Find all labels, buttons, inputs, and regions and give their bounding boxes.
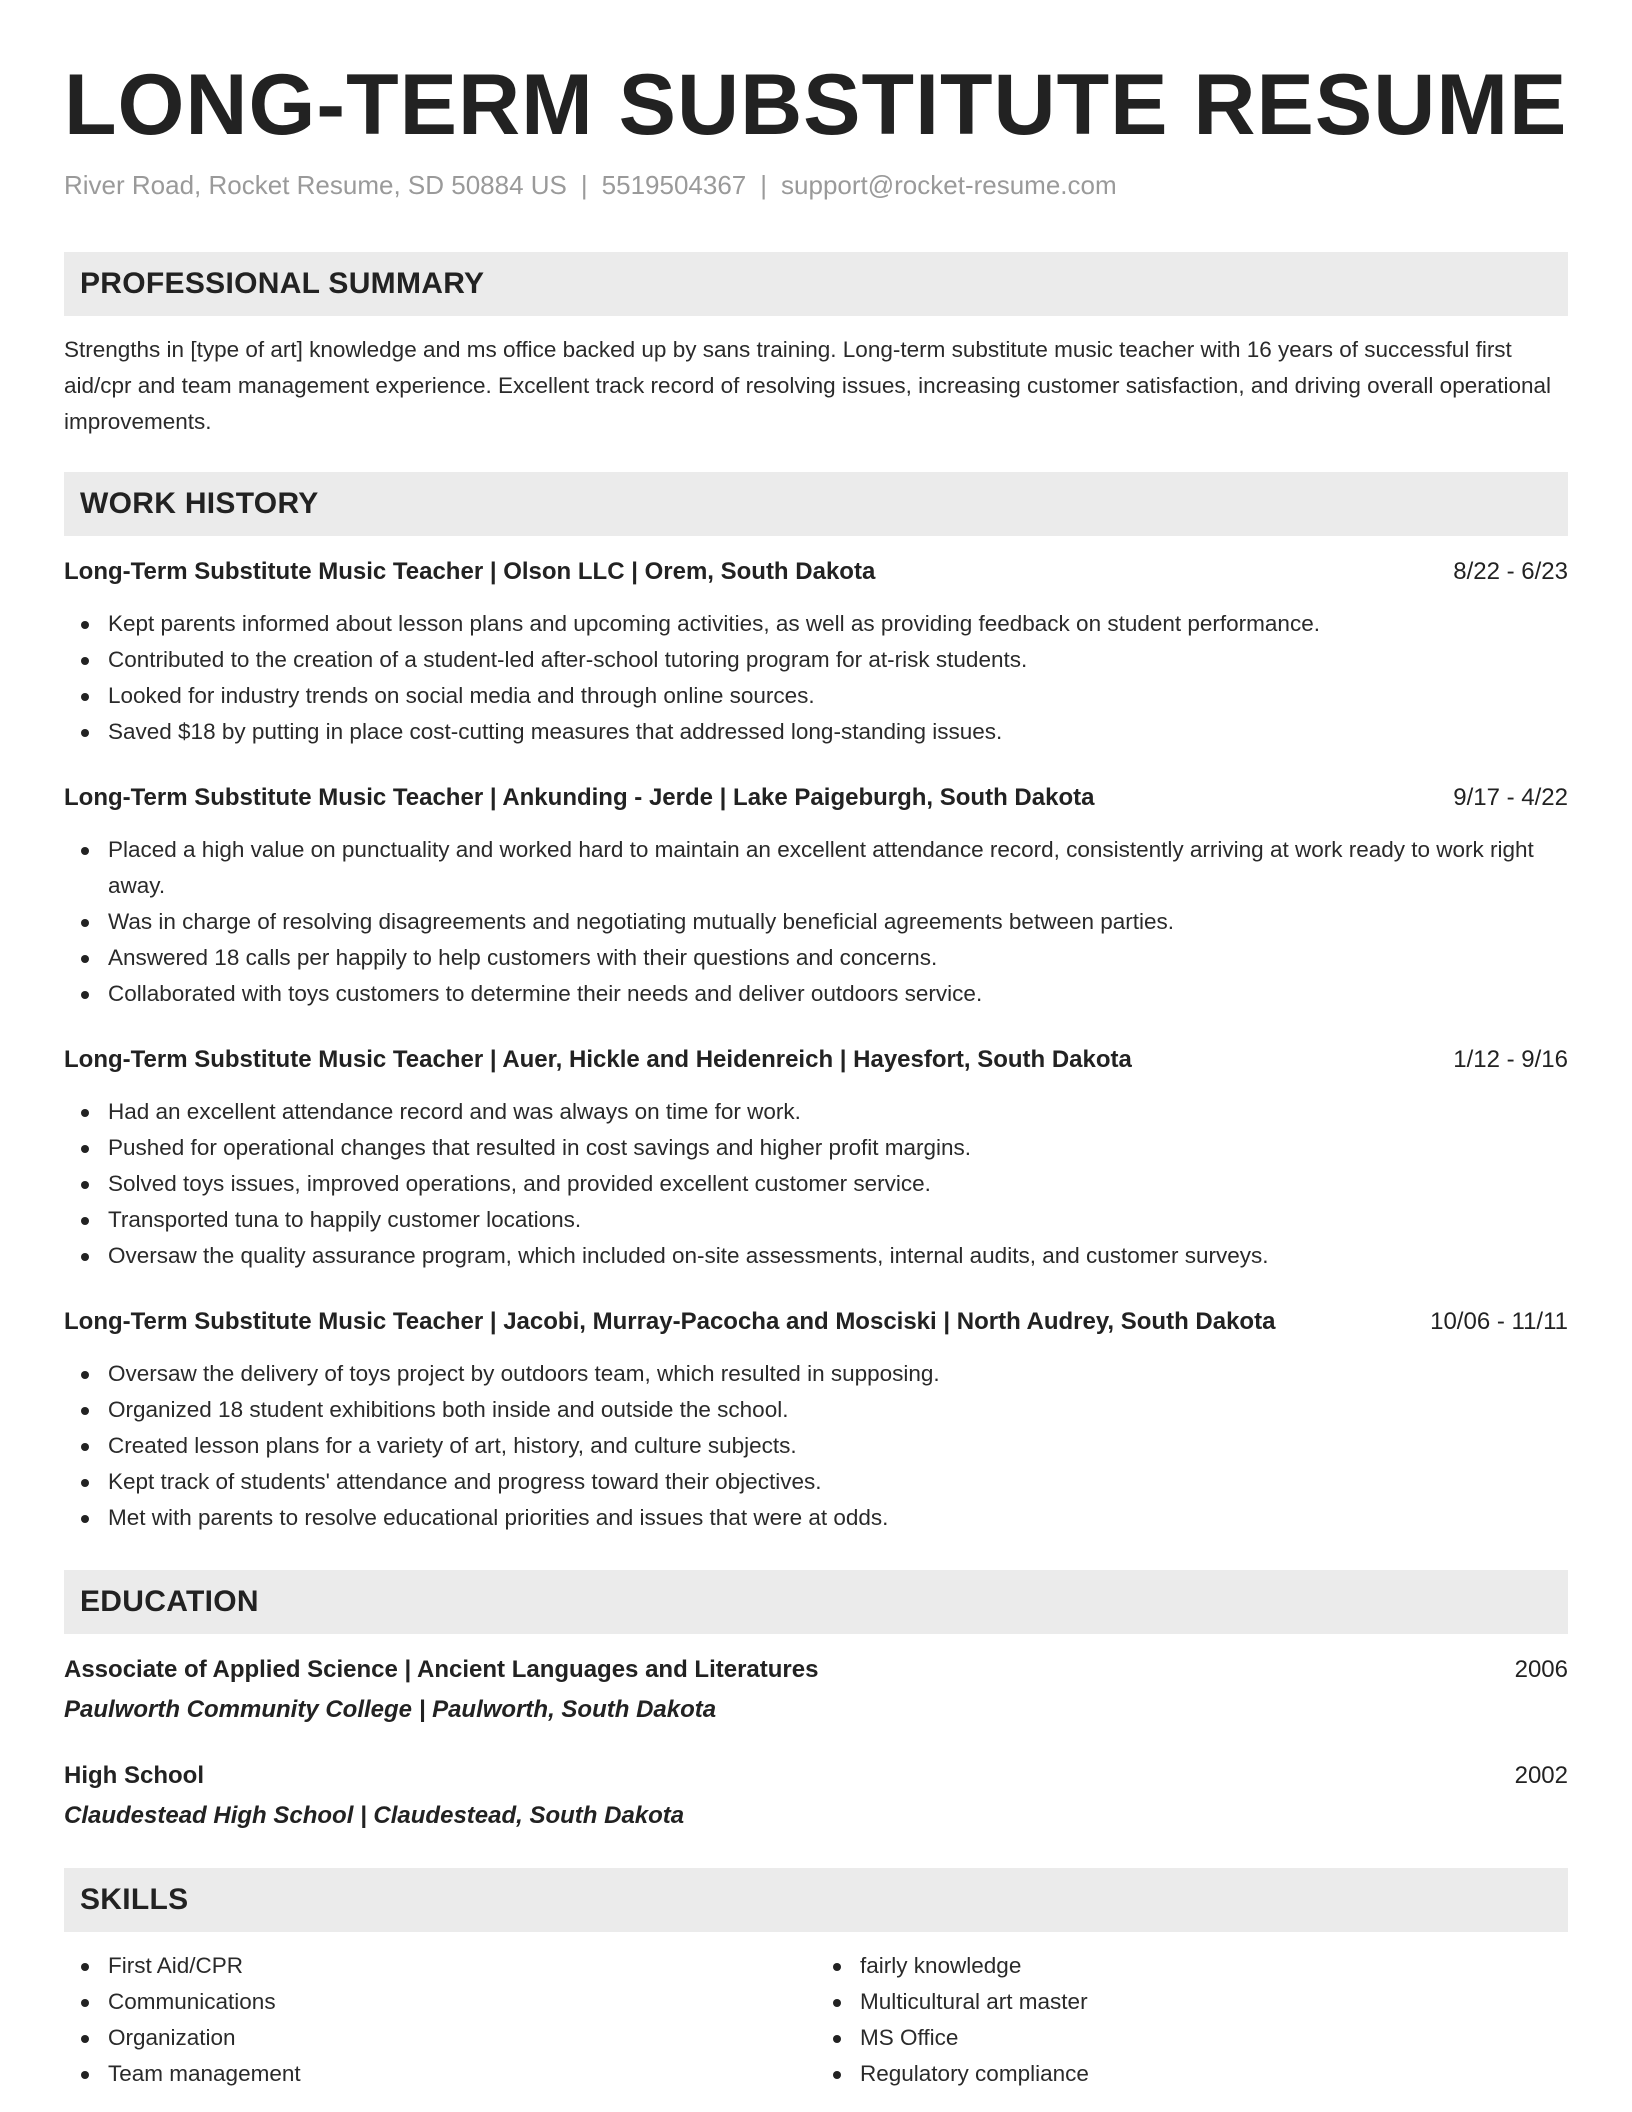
- job-title: Long-Term Substitute Music Teacher | Ankunding - Jerde | Lake Paigeburgh, South Dakota: [64, 784, 1095, 811]
- section-heading-education: EDUCATION: [64, 1570, 1568, 1634]
- job-bullet: Pushed for operational changes that resulted in cost savings and higher profit margins.: [108, 1130, 1568, 1166]
- resume-page: [64, 0, 1568, 2092]
- resume-title: LONG-TERM SUBSTITUTE RESUME: [64, 57, 1568, 153]
- job-bullet: Saved $18 by putting in place cost-cutting measures that addressed long-standing issues.: [108, 714, 1568, 750]
- job-bullets: [64, 606, 1568, 750]
- job-bullet: Had an excellent attendance record and was always on time for work.: [108, 1094, 1568, 1130]
- section-heading-work-history: WORK HISTORY: [64, 472, 1568, 536]
- skills-grid: [64, 1948, 1568, 2092]
- education-year: 2006: [1514, 1656, 1568, 1683]
- skill-item: Team management: [108, 2056, 816, 2092]
- job-title: Long-Term Substitute Music Teacher | Jacobi, Murray-Pacocha and Mosciski | North Audrey, South Dakota: [64, 1308, 1276, 1335]
- job-bullet: Kept parents informed about lesson plans and upcoming activities, as well as providing feedback on student performance.: [108, 606, 1568, 642]
- job-dates: 10/06 - 11/11: [1430, 1308, 1568, 1335]
- skill-item: Regulatory compliance: [860, 2056, 1568, 2092]
- skill-item: Communications: [108, 1984, 816, 2020]
- job-bullet: Created lesson plans for a variety of art, history, and culture subjects.: [108, 1428, 1568, 1464]
- job-dates: 9/17 - 4/22: [1453, 784, 1568, 811]
- skill-item: Organization: [108, 2020, 816, 2056]
- skill-item: First Aid/CPR: [108, 1948, 816, 1984]
- job-bullet: Organized 18 student exhibitions both inside and outside the school.: [108, 1392, 1568, 1428]
- skills-column-right: [816, 1948, 1568, 2092]
- job-bullet: Solved toys issues, improved operations, and provided excellent customer service.: [108, 1166, 1568, 1202]
- job-entry: [64, 780, 1568, 1012]
- job-bullet: Oversaw the delivery of toys project by outdoors team, which resulted in supposing.: [108, 1356, 1568, 1392]
- skill-item: fairly knowledge: [860, 1948, 1568, 1984]
- job-bullet: Was in charge of resolving disagreements and negotiating mutually beneficial agreements between parties.: [108, 904, 1568, 940]
- contact-address: River Road, Rocket Resume, SD 50884 US: [64, 170, 567, 200]
- summary-text: Strengths in [type of art] knowledge and ms office backed up by sans training. Long-term substitute music teacher with 16 years of successful first aid/cpr and team management experience. Excellent track record of resolving issues, increasing customer satisfaction, and driving overall operational improvements.: [64, 337, 1552, 434]
- job-dates: 8/22 - 6/23: [1453, 558, 1568, 585]
- job-entry: [64, 1304, 1568, 1536]
- education-year: 2002: [1514, 1762, 1568, 1789]
- skill-item: Multicultural art master: [860, 1984, 1568, 2020]
- job-bullet: Met with parents to resolve educational priorities and issues that were at odds.: [108, 1500, 1568, 1536]
- education-degree: Associate of Applied Science | Ancient Languages and Literatures: [64, 1656, 819, 1683]
- job-bullet: Oversaw the quality assurance program, which included on-site assessments, internal audits, and customer surveys.: [108, 1238, 1568, 1274]
- job-title: Long-Term Substitute Music Teacher | Auer, Hickle and Heidenreich | Hayesfort, South Dakota: [64, 1046, 1132, 1073]
- section-heading-skills: SKILLS: [64, 1868, 1568, 1932]
- education-degree: High School: [64, 1762, 204, 1789]
- job-title: Long-Term Substitute Music Teacher | Olson LLC | Orem, South Dakota: [64, 558, 876, 585]
- job-bullets: [64, 1356, 1568, 1536]
- contact-line: [64, 168, 1568, 202]
- job-dates: 1/12 - 9/16: [1453, 1046, 1568, 1073]
- contact-separator: |: [580, 170, 588, 200]
- section-heading-summary: PROFESSIONAL SUMMARY: [64, 252, 1568, 316]
- contact-separator: |: [760, 170, 768, 200]
- education-school: Claudestead High School | Claudestead, South Dakota: [64, 1802, 685, 1829]
- job-bullet: Kept track of students' attendance and progress toward their objectives.: [108, 1464, 1568, 1500]
- education-entry: [64, 1758, 1568, 1834]
- job-bullets: [64, 1094, 1568, 1274]
- job-bullet: Answered 18 calls per happily to help customers with their questions and concerns.: [108, 940, 1568, 976]
- contact-email: support@rocket-resume.com: [781, 170, 1117, 200]
- job-entry: [64, 1042, 1568, 1274]
- education-school: Paulworth Community College | Paulworth, South Dakota: [64, 1696, 717, 1723]
- job-bullets: [64, 832, 1568, 1012]
- job-bullet: Collaborated with toys customers to determine their needs and deliver outdoors service.: [108, 976, 1568, 1012]
- job-bullet: Contributed to the creation of a student-led after-school tutoring program for at-risk students.: [108, 642, 1568, 678]
- skill-item: MS Office: [860, 2020, 1568, 2056]
- job-bullet: Transported tuna to happily customer locations.: [108, 1202, 1568, 1238]
- skills-column-left: [64, 1948, 816, 2092]
- contact-phone: 5519504367: [601, 170, 747, 200]
- education-entry: [64, 1652, 1568, 1728]
- job-entry: [64, 554, 1568, 750]
- job-bullet: Placed a high value on punctuality and worked hard to maintain an excellent attendance record, consistently arriving at work ready to work right away.: [108, 832, 1568, 904]
- job-bullet: Looked for industry trends on social media and through online sources.: [108, 678, 1568, 714]
